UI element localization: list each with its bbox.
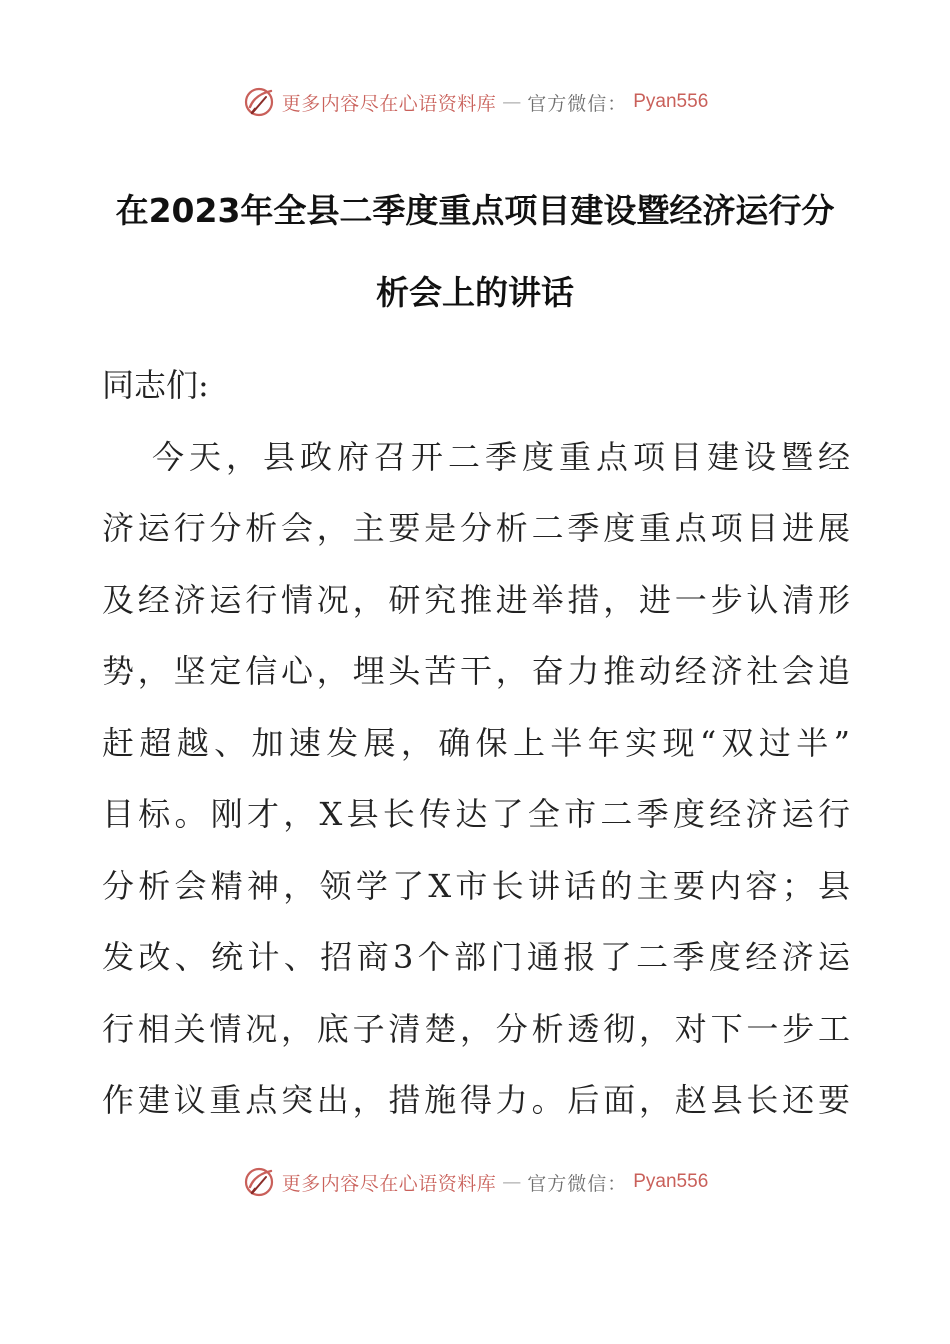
document-body xyxy=(102,350,850,1137)
watermark-wechat-id: Pyan556 xyxy=(633,91,709,112)
watermark-text: 更多内容尽在心语资料库 xyxy=(281,1172,497,1195)
paragraph-line: 行相关情况，底子清楚，分析透彻，对下一步工 xyxy=(102,1009,850,1048)
watermark-text: 更多内容尽在心语资料库 xyxy=(281,92,497,115)
paragraph-line: 分析会精神，领学了X市长讲话的主要内容；县 xyxy=(102,866,850,905)
watermark-separator: — xyxy=(502,1171,522,1193)
paragraph-line: 势，坚定信心，埋头苦干，奋力推动经济社会追 xyxy=(102,652,850,690)
title-line: 析会上的讲话 xyxy=(376,273,574,312)
paragraph-line: 济运行分析会，主要是分析二季度重点项目进展 xyxy=(102,509,850,547)
watermark-wechat-id: Pyan556 xyxy=(633,1171,709,1192)
paragraph-line: 目标。刚才，X县长传达了全市二季度经济运行 xyxy=(102,795,850,833)
title-line: 在2023年全县二季度重点项目建设暨经济运行分 xyxy=(115,191,835,230)
watermark-wechat-label: 官方微信： xyxy=(527,92,628,115)
paragraph-line: 赶超越、加速发展，确保上半年实现“双过半” xyxy=(102,723,850,762)
watermark-wechat-label: 官方微信： xyxy=(527,1172,628,1195)
watermark-separator: — xyxy=(502,91,522,113)
document-title xyxy=(95,170,855,334)
pen-logo-icon xyxy=(242,1165,276,1199)
watermark-footer xyxy=(0,1162,950,1202)
paragraph-line: 及经济运行情况，研究推进举措，进一步认清形 xyxy=(102,580,850,619)
watermark-header xyxy=(0,82,950,122)
paragraph-line: 发改、统计、招商3个部门通报了二季度经济运 xyxy=(102,938,850,976)
pen-logo-icon xyxy=(242,85,276,119)
paragraph-line: 作建议重点突出，措施得力。后面，赵县长还要 xyxy=(102,1081,850,1119)
greeting: 同志们: xyxy=(102,366,209,404)
paragraph-line: 今天，县政府召开二季度重点项目建设暨经 xyxy=(152,437,850,476)
